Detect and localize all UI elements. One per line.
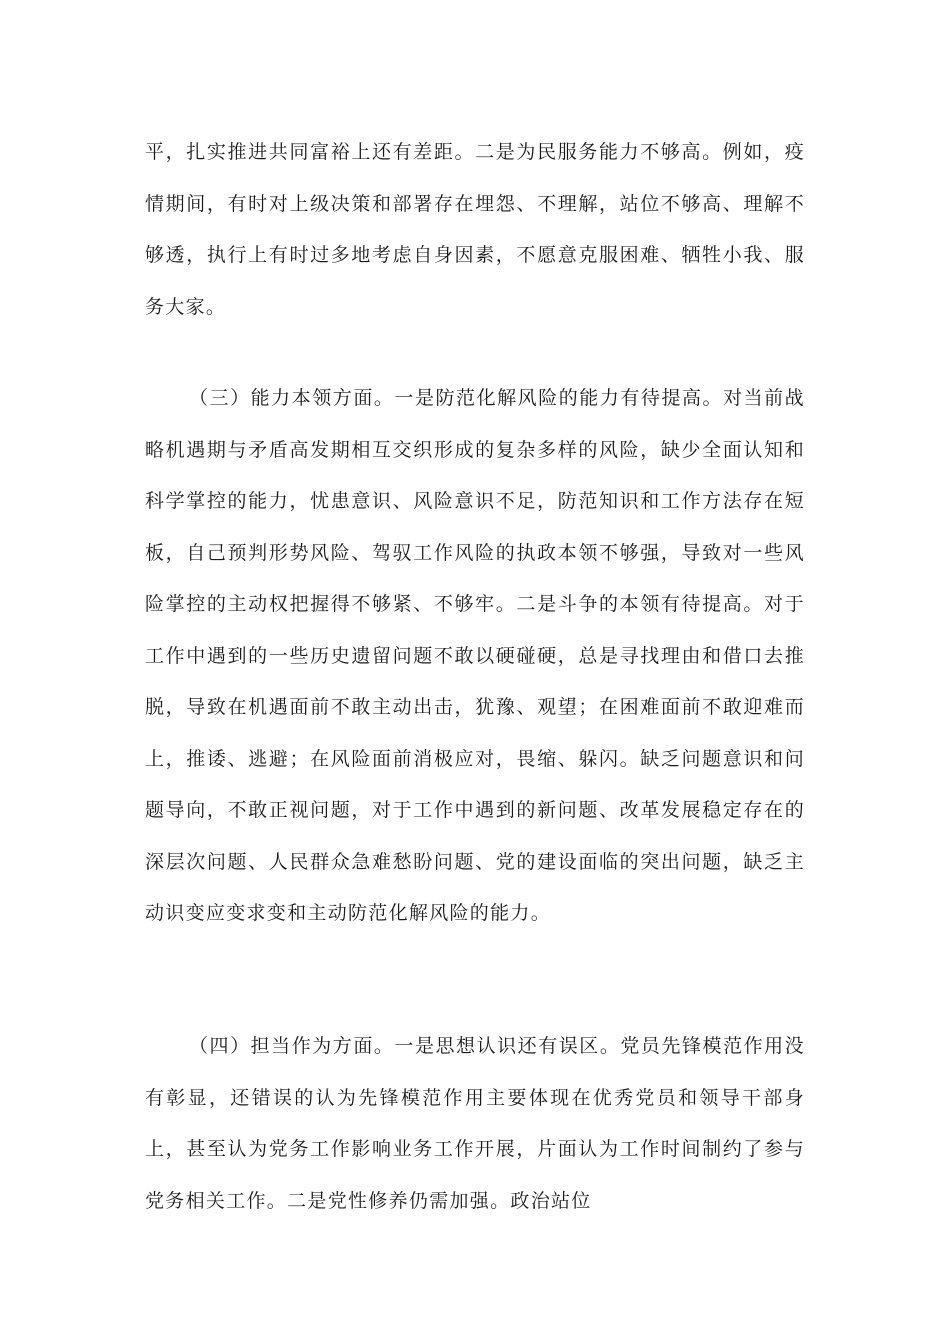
paragraph-continuation: 平，扎实推进共同富裕上还有差距。二是为民服务能力不够高。例如，疫情期间，有时对上级决策和部署存在埋怨、不理解，站位不够高、理解不够透，执行上有时过多地考虑自身因素，不愿意克服困难、牺牲小我、服务大家。 — [145, 141, 805, 318]
paragraph-responsibility-section: （四）担当作为方面。一是思想认识还有误区。党员先锋模范作用没有彰显，还错误的认为先锋模范作用主要体现在优秀党员和领导干部身上，甚至认为党务工作影响业务工作开展，片面认为工作时间制约了参与党务相关工作。二是党性修养仍需加强。政治站位 — [145, 1035, 805, 1212]
paragraph-ability-section: （三）能力本领方面。一是防范化解风险的能力有待提高。对当前战略机遇期与矛盾高发期相互交织形成的复杂多样的风险，缺少全面认知和科学掌控的能力，忧患意识、风险意识不足，防范知识和工作方法存在短板，自己预判形势风险、驾驭工作风险的执政本领不够强，导致对一些风险掌控的主动权把握得不够紧、不够牢。二是斗争的本领有待提高。对于工作中遇到的一些历史遗留问题不敢以硬碰硬，总是寻找理由和借口去推脱，导致在机遇面前不敢主动出击，犹豫、观望；在困难面前不敢迎难而上，推诿、逃避；在风险面前消极应对，畏缩、躲闪。缺乏问题意识和问题导向，不敢正视问题，对于工作中遇到的新问题、改革发展稳定存在的深层次问题、人民群众急难愁盼问题、党的建设面临的突出问题，缺乏主动识变应变求变和主动防范化解风险的能力。 — [145, 387, 805, 924]
